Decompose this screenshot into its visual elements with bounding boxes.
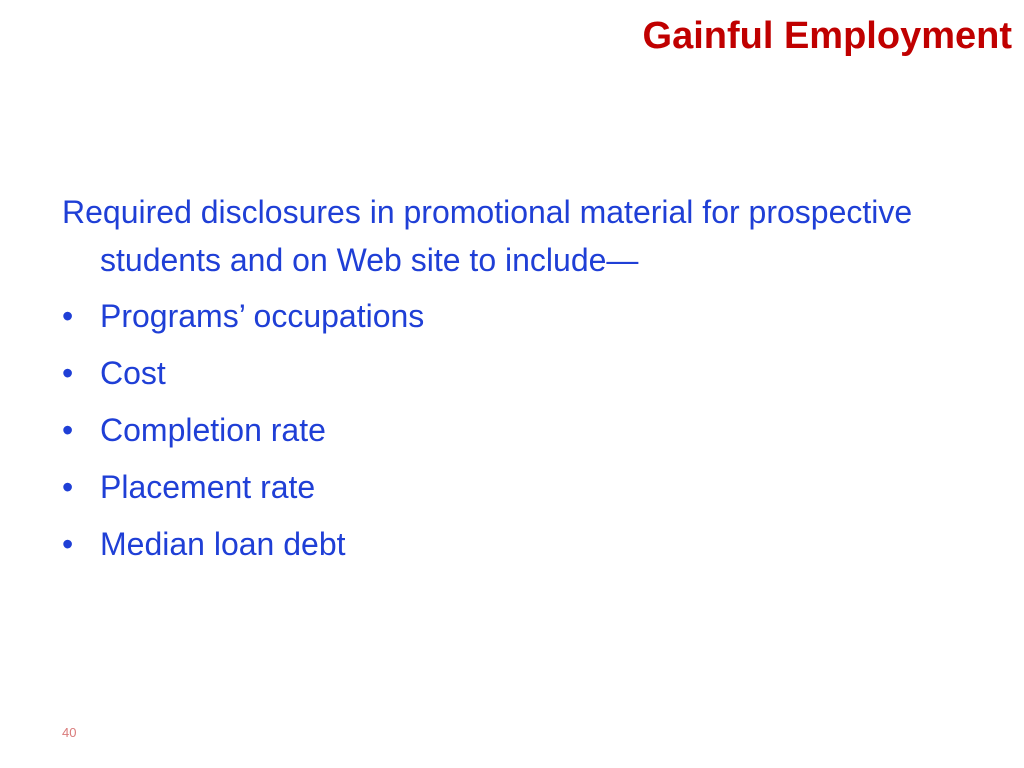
intro-paragraph: Required disclosures in promotional material for prospective students and on Web site to include— (62, 194, 913, 278)
bullet-icon: • (62, 526, 74, 562)
bullet-item-placement-rate (62, 463, 962, 511)
bullet-item-median-loan-debt (62, 520, 962, 568)
bullet-label: Median loan debt (100, 526, 346, 562)
slide-title: Gainful Employment (642, 15, 1012, 57)
bullet-item-completion-rate (62, 406, 962, 454)
bullet-label: Completion rate (100, 412, 326, 448)
bullet-label: Cost (100, 355, 166, 391)
bullet-icon: • (62, 298, 74, 334)
bullet-icon: • (62, 355, 74, 391)
bullet-label: Programs’ occupations (100, 298, 425, 334)
page-number: 40 (62, 725, 77, 740)
bullet-label: Placement rate (100, 469, 316, 505)
slide-body (62, 188, 962, 577)
bullet-item-programs-occupations (62, 292, 962, 340)
bullet-icon: • (62, 412, 74, 448)
bullet-list (62, 292, 962, 568)
bullet-item-cost (62, 349, 962, 397)
bullet-icon: • (62, 469, 74, 505)
